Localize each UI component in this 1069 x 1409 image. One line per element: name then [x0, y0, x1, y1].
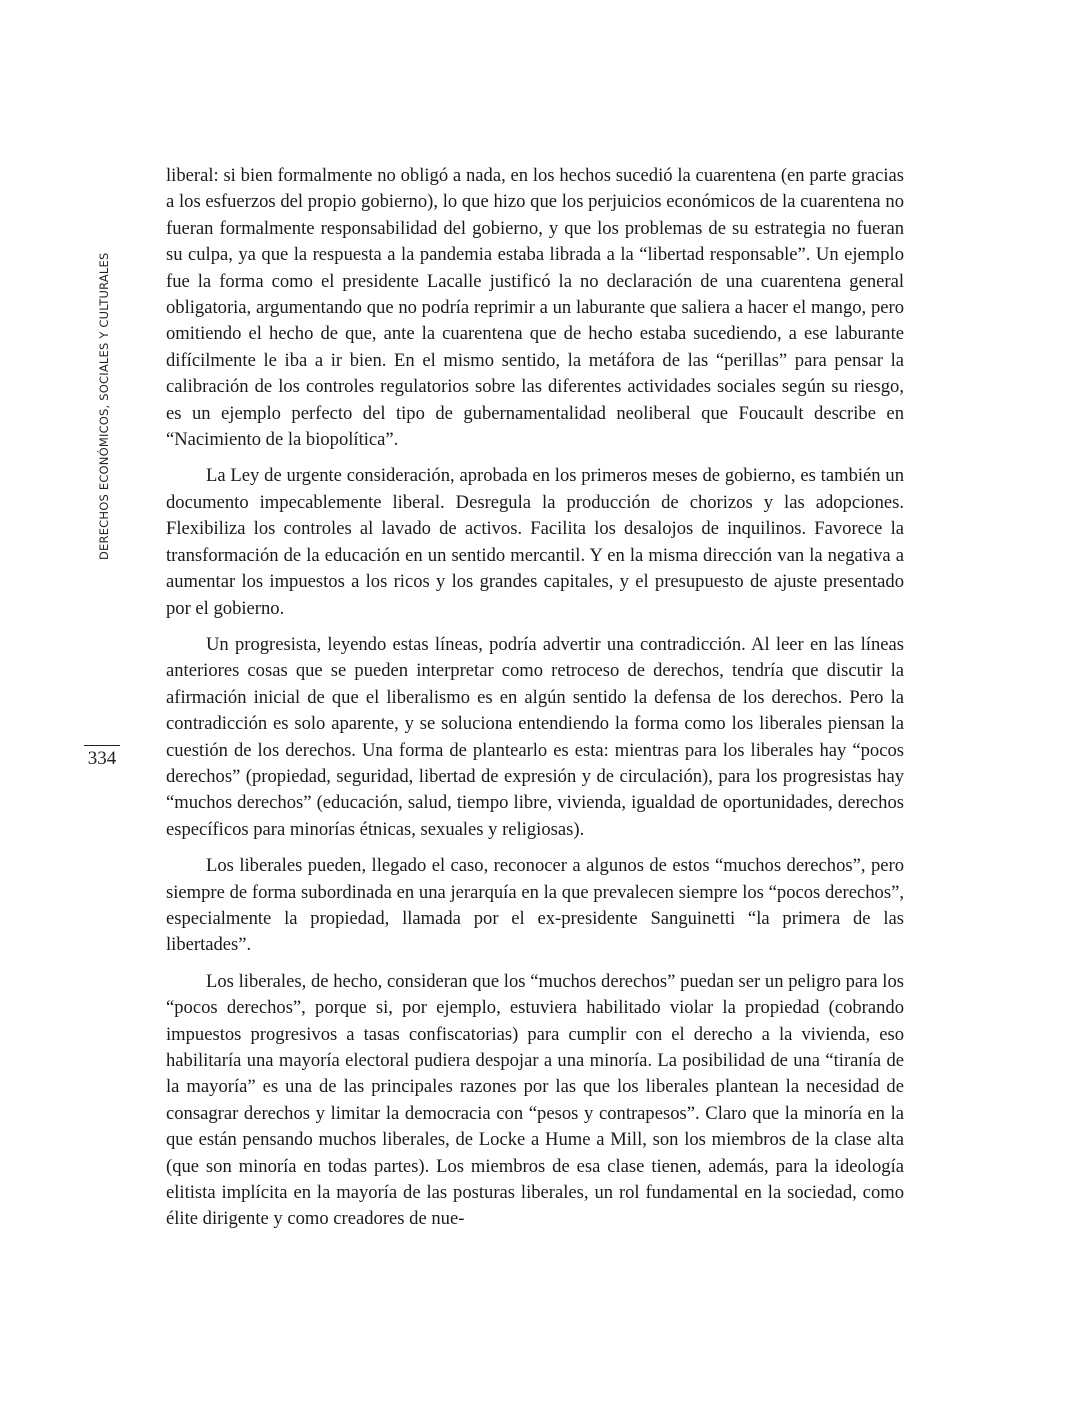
paragraph: Los liberales, de hecho, consideran que los “muchos derechos” puedan ser un peligro para los “pocos derechos”, porque si, por ejemplo, estuviera habilitado violar la propiedad (cobrando impuestos progresivos a tasas confiscatorias) para cumplir con el derecho a la vivienda, eso habilitaría una mayoría electoral pudiera despojar a una minoría. La posibilidad de una “tiranía de la mayoría” es una de las principales razones por las que los liberales plantean la necesidad de consagrar derechos y limitar la democracia con “pesos y contrapesos”. Claro que la minoría en la que están pensando muchos liberales, de Locke a Hume a Mill, son los miembros de la clase alta (que son minoría en todas partes). Los miembros de esa clase tienen, además, para la ideología elitista implícita en la mayoría de las posturas liberales, un rol fundamental en la sociedad, como élite dirigente y como creadores de nue-	[166, 970, 904, 1230]
paragraph: Un progresista, leyendo estas líneas, podría advertir una contradicción. Al leer en las líneas anteriores cosas que se pueden interpretar como retroceso de derechos, tendría que discutir la afirmación inicial de que el liberalismo es en algún sentido la defensa de los derechos. Pero la contradicción es solo aparente, y se soluciona entendiendo la forma como los liberales piensan la cuestión de los derechos. Una forma de plantearlo es esta: mientras para los liberales hay “pocos derechos” (propiedad, seguridad, libertad de expresión y de circulación), para los progresistas hay “muchos derechos” (educación, salud, tiempo libre, vivienda, igualdad de oportunidades, derechos específicos para minorías étnicas, sexuales y religiosas).	[166, 633, 904, 840]
page-number: 334	[87, 748, 117, 769]
running-head: DERECHOS ECONÓMICOS, SOCIALES Y CULTURALES	[97, 252, 111, 560]
page-number-block	[84, 745, 120, 771]
paragraph: Los liberales pueden, llegado el caso, reconocer a algunos de estos “muchos derechos”, pero siempre de forma subordinada en una jerarquía en la que prevalecen siempre los “pocos derechos”, especialmente la propiedad, llamada por el ex-presidente Sanguinetti “la primera de las libertades”.	[166, 855, 904, 956]
paragraph: La Ley de urgente consideración, aprobada en los primeros meses de gobierno, es también un documento impecablemente liberal. Desregula la producción de chorizos y las adopciones. Flexibiliza los controles al lavado de activos. Facilita los desalojos de inquilinos. Favorece la transformación de la educación en un sentido mercantil. Y en la misma dirección van la negativa a aumentar los impuestos a los ricos y los grandes capitales, y el presupuesto de ajuste presentado por el gobierno.	[166, 465, 904, 619]
body-text	[166, 163, 904, 1243]
paragraph-continued: liberal: si bien formalmente no obligó a nada, en los hechos sucedió la cuarentena (en parte gracias a los esfuerzos del propio gobierno), lo que hizo que los perjuicios económicos de la cuarentena no fueran formalmente responsabilidad del gobierno, y que los problemas de su estrategia no fueran su culpa, ya que la respuesta a la pandemia estaba librada a la “libertad responsable”. Un ejemplo fue la forma como el presidente Lacalle justificó la no declaración de una cuarentena general obligatoria, argumentando que no podría reprimir a un laburante que saliera a hacer el mango, pero omitiendo el hecho de que, ante la cuarentena que de hecho estaba sucediendo, a ese laburante difícilmente le iba a ir bien. En el mismo sentido, la metáfora de las “perillas” para pensar la calibración de los controles regulatorios sobre las diferentes actividades sociales según su riesgo, es un ejemplo perfecto del tipo de gubernamentalidad neoliberal que Foucault describe en “Nacimiento de la biopolítica”.	[166, 165, 904, 451]
